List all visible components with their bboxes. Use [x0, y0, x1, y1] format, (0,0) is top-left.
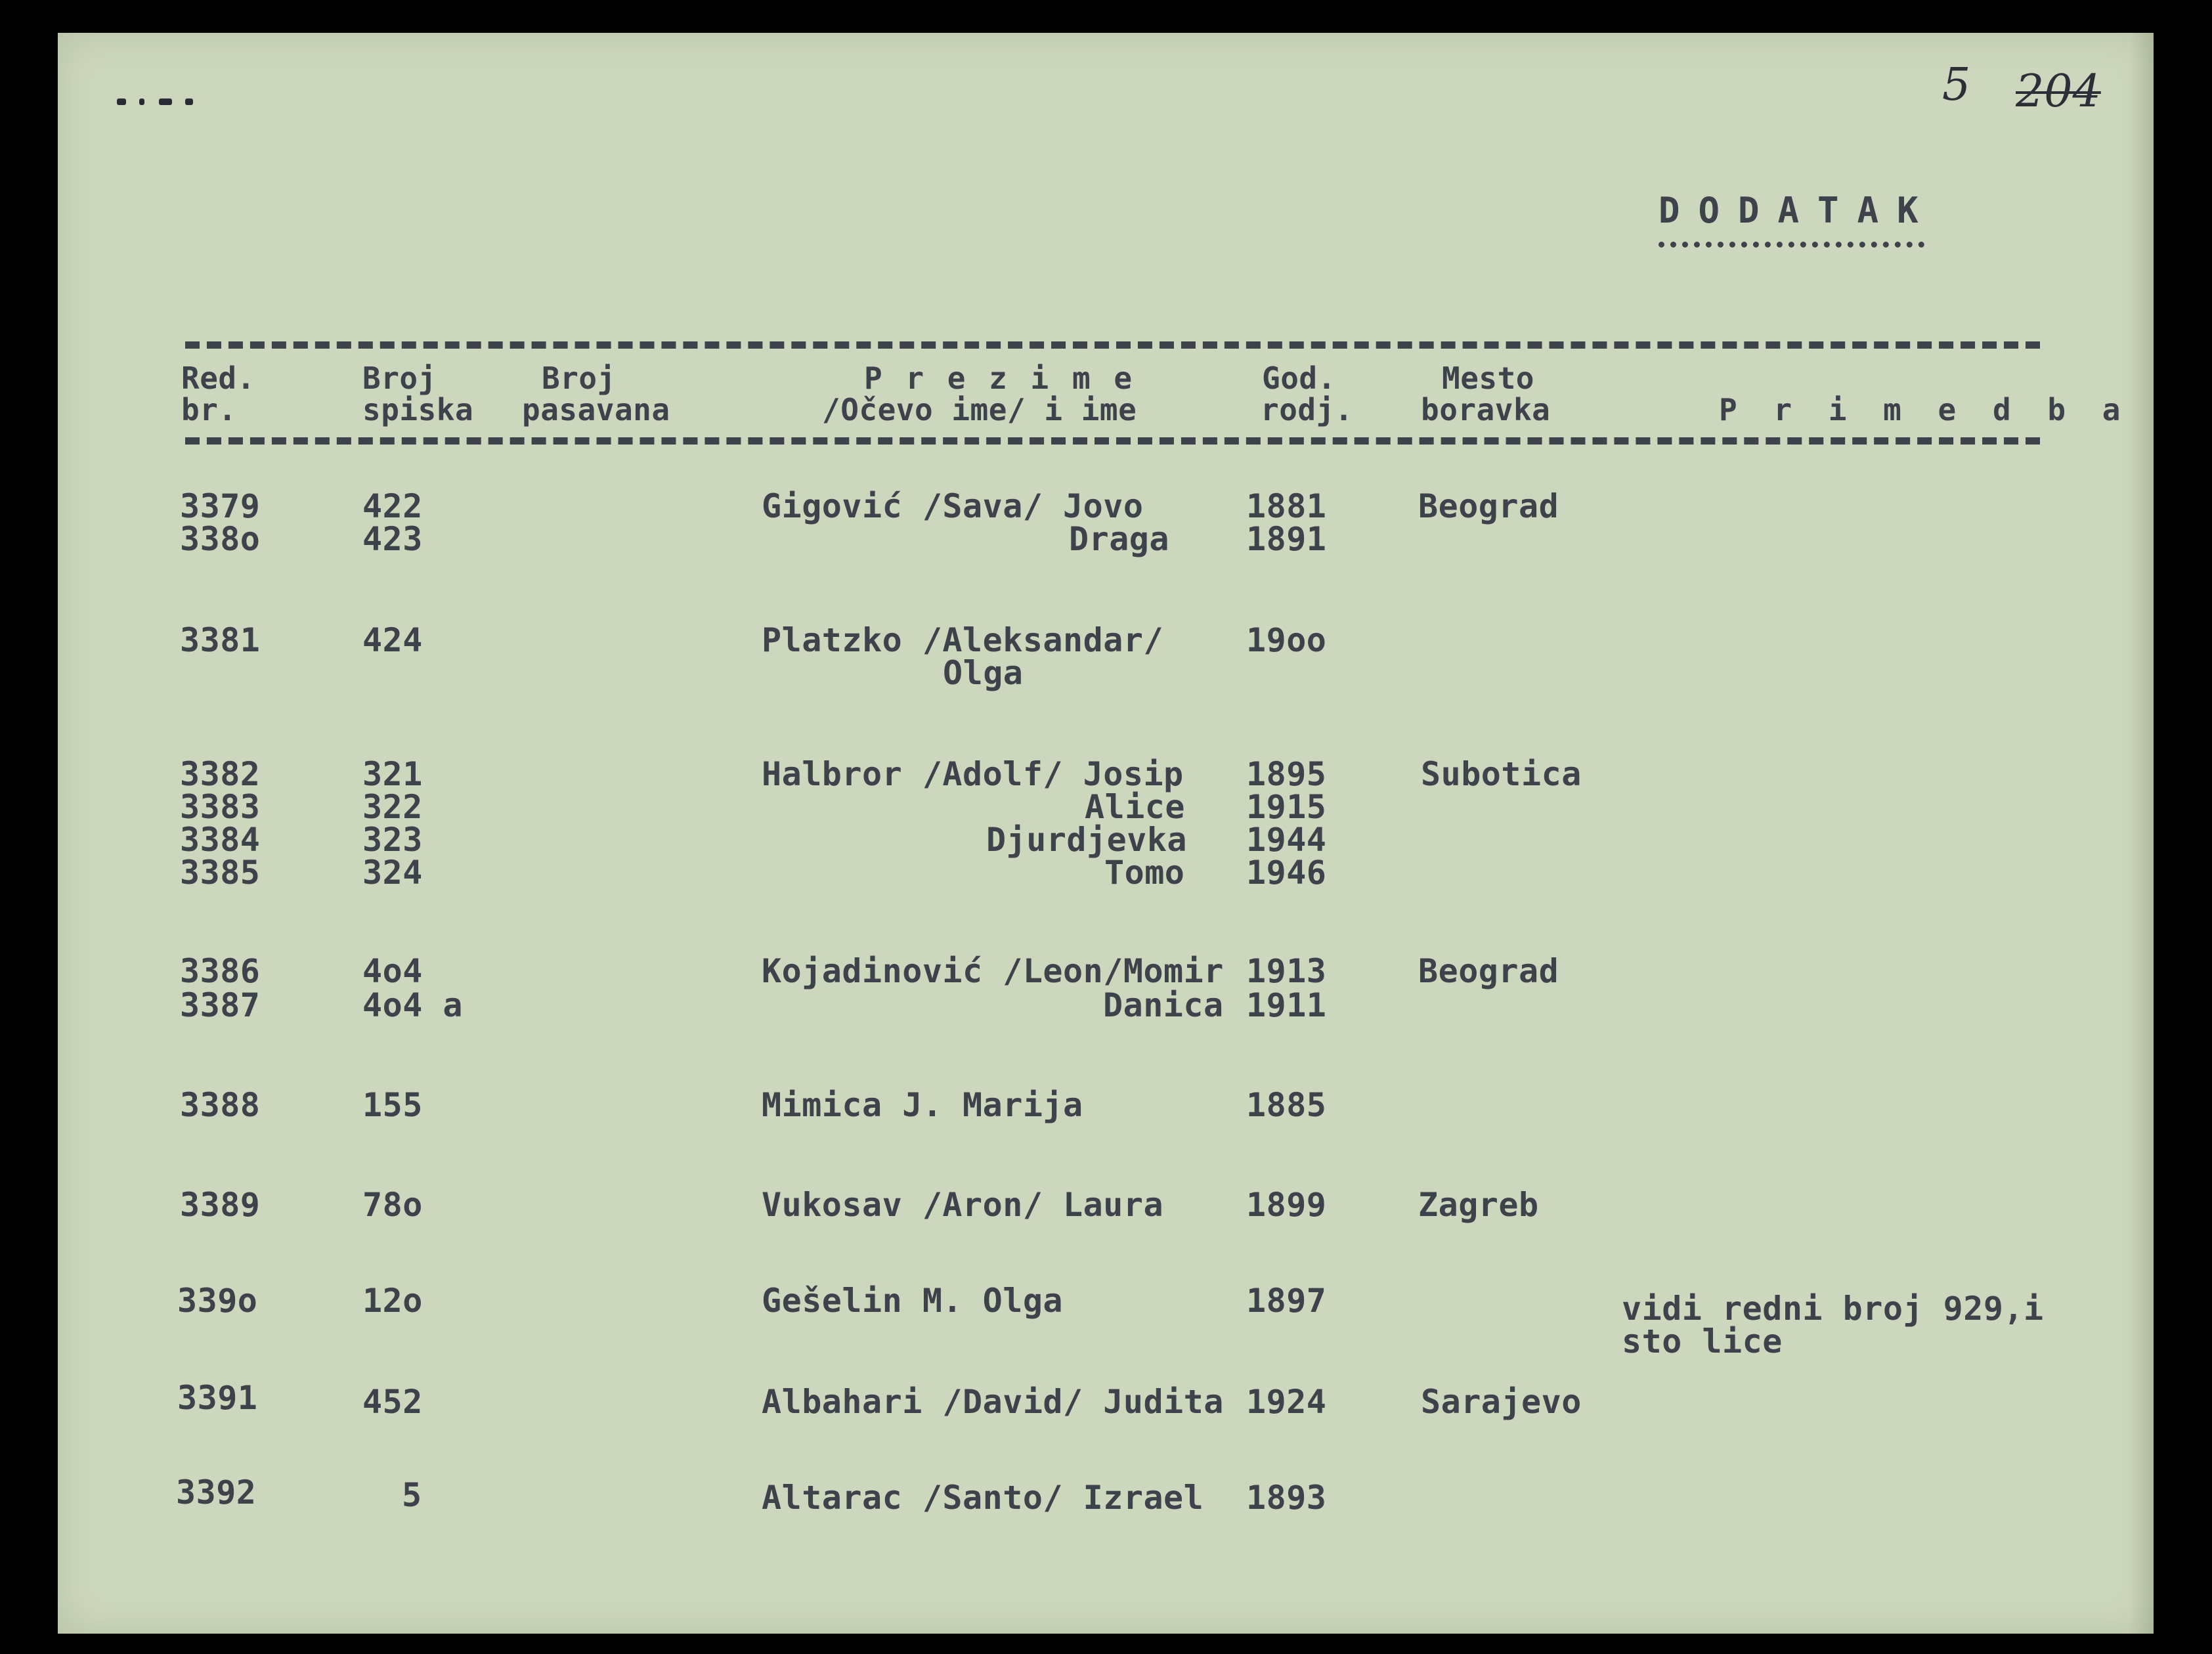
row-red: 3379 [180, 487, 261, 525]
ink-mark [117, 98, 202, 109]
row-year: 1885 [1246, 1086, 1327, 1124]
row-name: Albahari /David/ Judita [762, 1383, 1224, 1421]
row-name-continued: Olga [943, 654, 1024, 692]
header-red-br-2: br. [181, 392, 237, 427]
row-name: Altarac /Santo/ Izrael [762, 1479, 1204, 1517]
row-place: Zagreb [1418, 1186, 1539, 1224]
row-name: Tomo [1104, 854, 1185, 892]
row-spisak: 423 [362, 520, 423, 558]
row-spisak: 323 [362, 821, 423, 859]
row-red: 3384 [180, 821, 261, 859]
title-underline [1659, 242, 1924, 248]
row-spisak: 155 [362, 1086, 423, 1124]
row-spisak: 12o [362, 1282, 423, 1320]
header-mesto-1: Mesto [1442, 360, 1534, 396]
row-place: Beograd [1418, 952, 1559, 990]
row-name: Platzko /Aleksandar/ [762, 621, 1164, 659]
row-year: 1911 [1246, 986, 1327, 1024]
header-rule-bottom [185, 437, 2040, 445]
row-year: 1944 [1246, 821, 1327, 859]
row-red: 3381 [180, 621, 261, 659]
row-year: 1897 [1246, 1282, 1327, 1320]
row-spisak: 321 [362, 755, 423, 793]
row-name: Draga [1069, 520, 1170, 558]
page-number-previous: 204 [2016, 66, 2101, 118]
header-god-2: rodj. [1261, 392, 1353, 427]
row-name: Gigović /Sava/ Jovo [762, 487, 1144, 525]
row-spisak: 424 [362, 621, 423, 659]
row-red: 3382 [180, 755, 261, 793]
row-red: 3392 [176, 1473, 257, 1512]
row-year: 19oo [1246, 621, 1327, 659]
row-place: Beograd [1418, 487, 1559, 525]
header-broj-spiska-2: spiska [362, 392, 474, 427]
row-red: 3387 [180, 986, 261, 1024]
header-ocevo-ime: /Očevo ime/ i ime [822, 392, 1137, 427]
row-red: 3388 [180, 1086, 261, 1124]
row-spisak: 452 [362, 1383, 423, 1421]
row-note: vidi redni broj 929,i [1622, 1290, 2044, 1328]
header-broj-pasavana-2: pasavana [522, 392, 670, 427]
row-spisak: 422 [362, 487, 423, 525]
header-primedba: P r i m e d b a [1719, 392, 2130, 427]
row-place: Sarajevo [1421, 1383, 1582, 1421]
row-red: 3386 [180, 952, 261, 990]
row-red: 3383 [180, 788, 261, 826]
row-red: 338o [180, 520, 261, 558]
header-rule-top [185, 341, 2040, 349]
row-year: 1895 [1246, 755, 1327, 793]
row-year: 1891 [1246, 520, 1327, 558]
row-name: Djurdjevka [986, 821, 1188, 859]
row-red: 3385 [180, 854, 261, 892]
row-name: Mimica J. Marija [762, 1086, 1083, 1124]
header-broj-spiska-1: Broj [362, 360, 437, 396]
row-year: 1946 [1246, 854, 1327, 892]
row-year: 1924 [1246, 1383, 1327, 1421]
header-mesto-2: boravka [1421, 392, 1551, 427]
row-name: Kojadinović /Leon/Momir [762, 952, 1224, 990]
row-year: 1915 [1246, 788, 1327, 826]
row-name: Halbror /Adolf/ Josip [762, 755, 1184, 793]
row-spisak: 322 [362, 788, 423, 826]
row-place: Subotica [1421, 755, 1582, 793]
row-red: 339o [177, 1282, 258, 1320]
row-name: Gešelin M. Olga [762, 1282, 1064, 1320]
row-year: 1899 [1246, 1186, 1327, 1224]
row-spisak: 4o4 a [362, 986, 464, 1024]
document-title: DODATAK [1659, 190, 1937, 231]
row-year: 1913 [1246, 952, 1327, 990]
row-note-continued: sto lice [1622, 1322, 1783, 1360]
row-spisak: 324 [362, 854, 423, 892]
header-prezime: P r e z i m e [864, 360, 1135, 396]
page-number-current: 5 [1942, 59, 1971, 111]
row-year: 1881 [1246, 487, 1327, 525]
row-red: 3389 [180, 1186, 261, 1224]
row-year: 1893 [1246, 1479, 1327, 1517]
header-god-1: God. [1262, 360, 1336, 396]
header-red-br-1: Red. [181, 360, 255, 396]
row-spisak: 4o4 [362, 952, 423, 990]
row-name: Vukosav /Aron/ Laura [762, 1186, 1164, 1224]
header-broj-pasavana-1: Broj [542, 360, 616, 396]
row-name: Danica [1103, 986, 1224, 1024]
row-spisak: 78o [362, 1186, 423, 1224]
row-spisak: 5 [402, 1476, 422, 1514]
row-red: 3391 [177, 1379, 258, 1417]
row-name: Alice [1085, 788, 1186, 826]
